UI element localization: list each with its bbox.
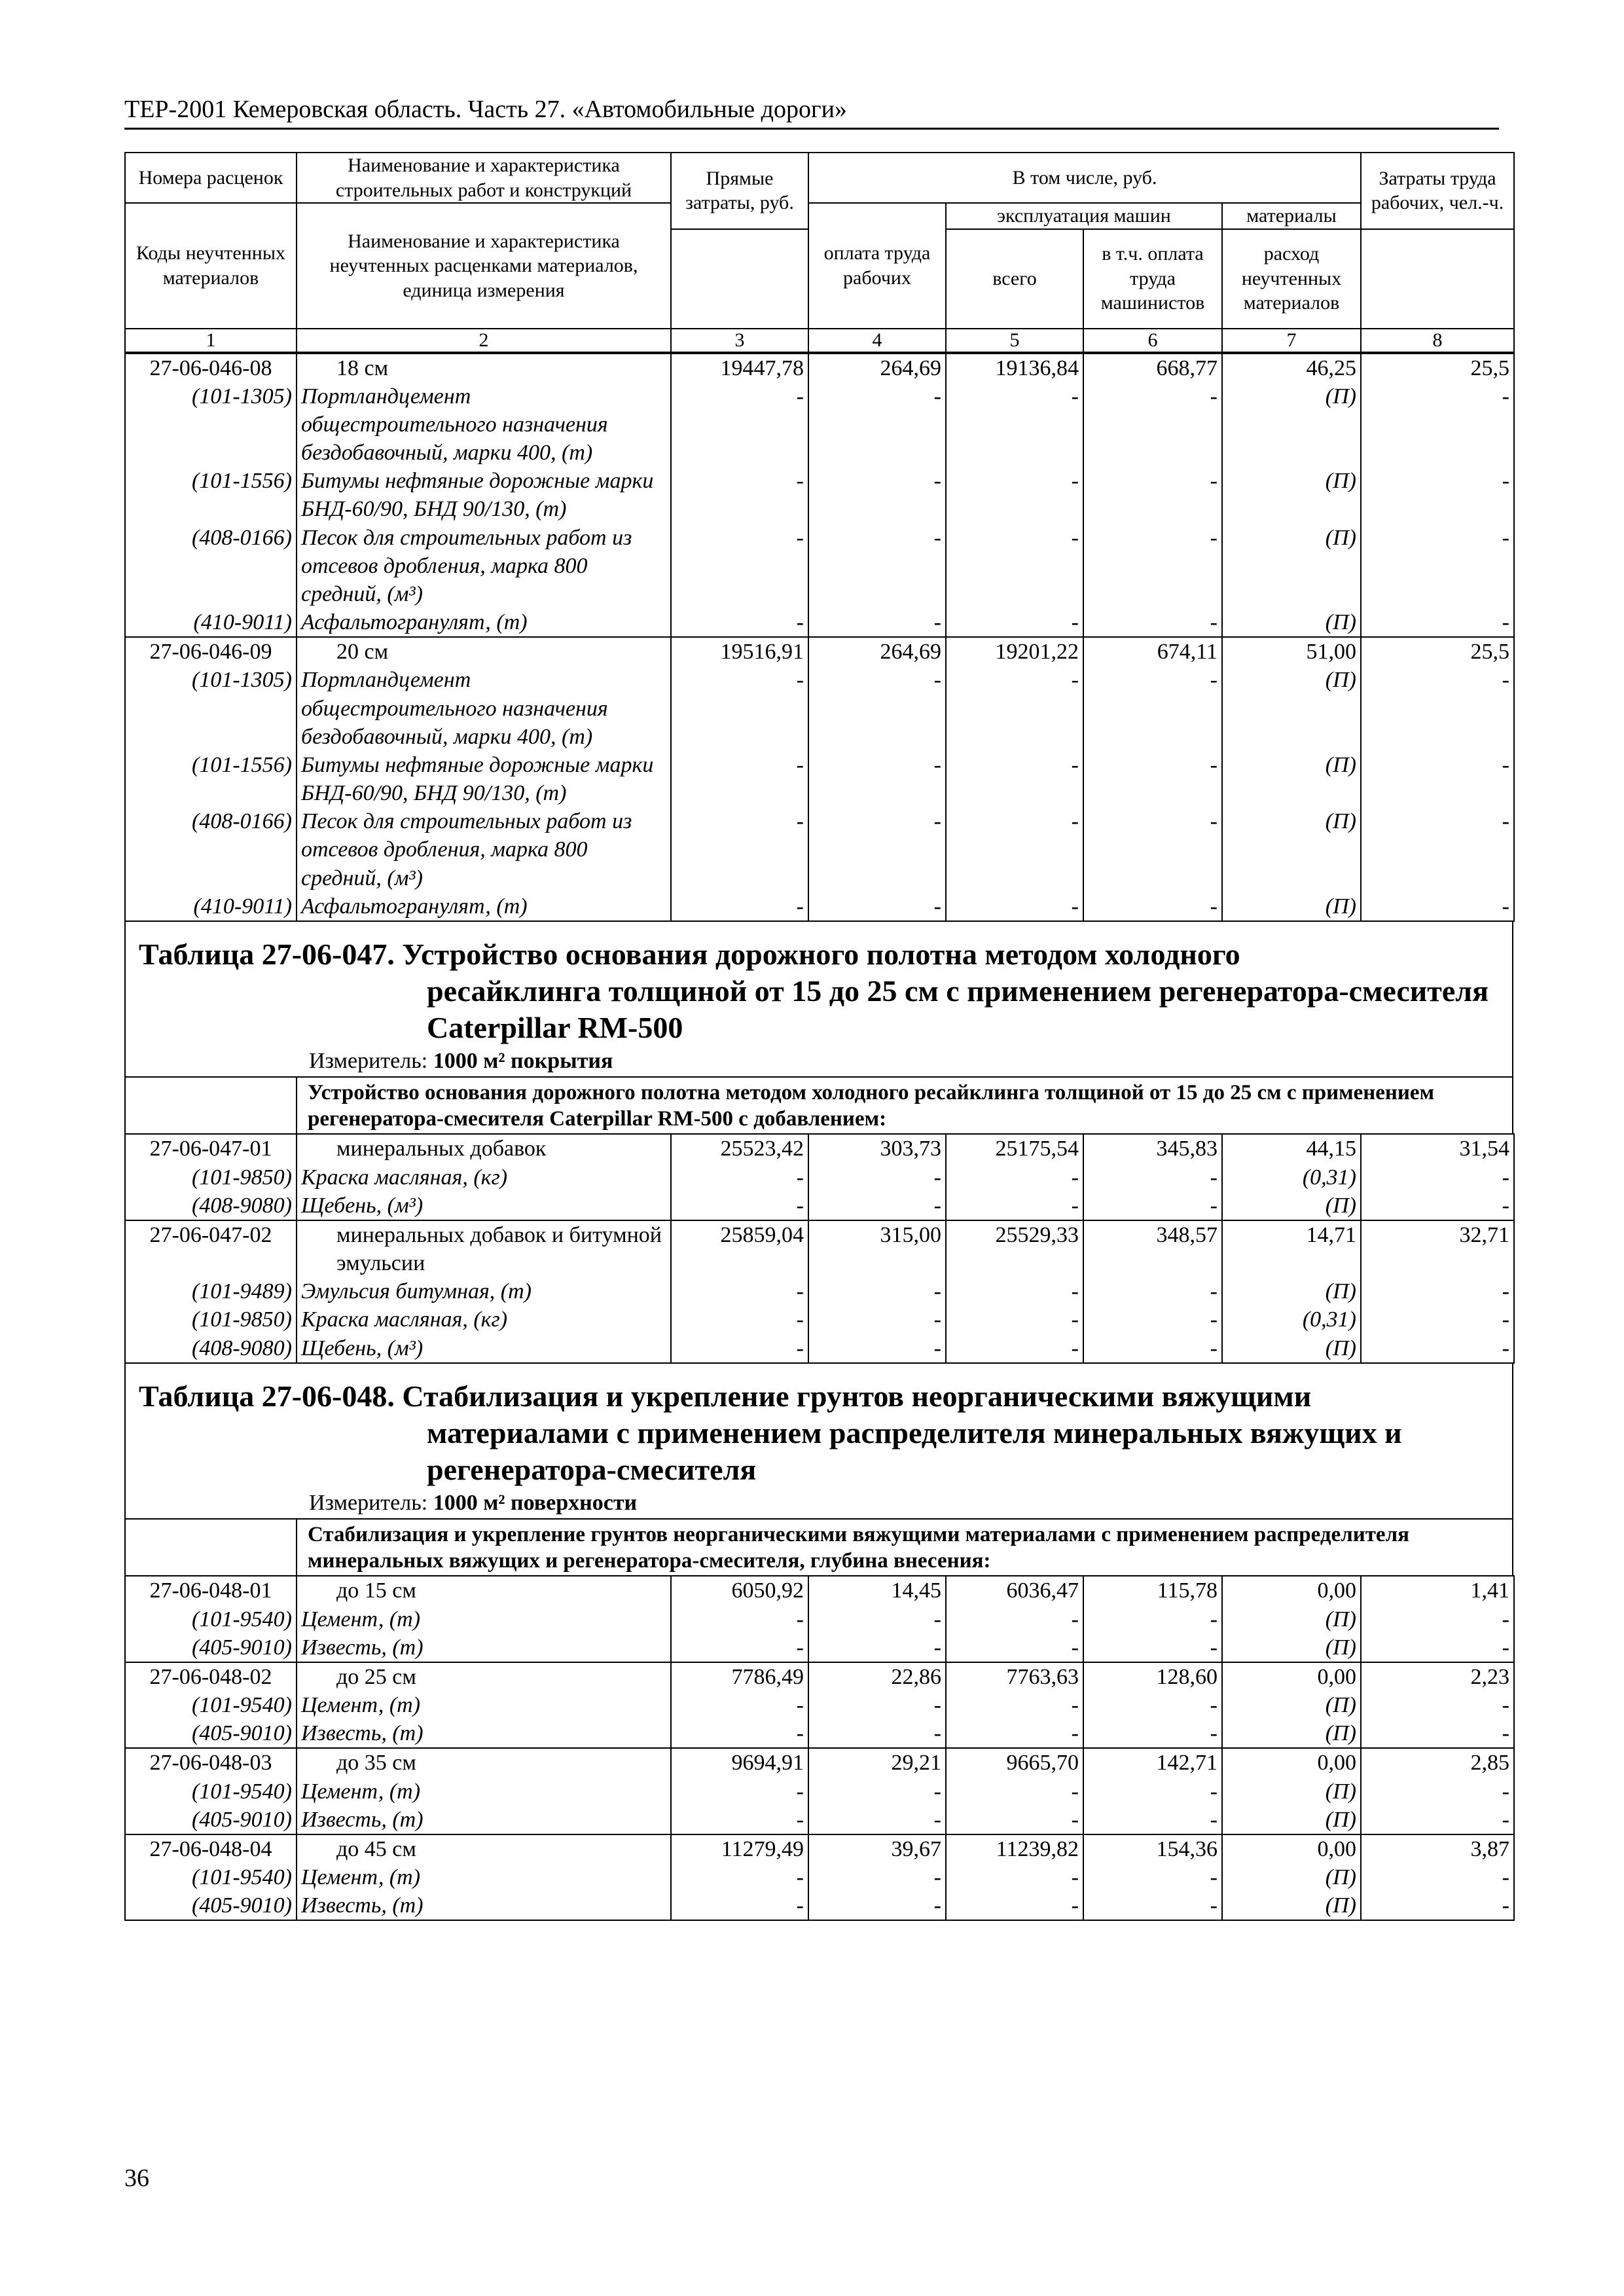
material-dash: - — [671, 467, 808, 523]
material-dash: - — [1361, 1334, 1514, 1363]
material-dash: - — [1083, 1277, 1222, 1305]
rates-block-048 — [124, 1575, 1515, 1921]
material-dash: - — [671, 1777, 808, 1806]
material-name: Портландцемент общестроительного назначения бездобавочный, марки 400, (т) — [297, 666, 671, 751]
material-dash: - — [1361, 1633, 1514, 1662]
material-dash: - — [1361, 1163, 1514, 1192]
rate-value-c8: 31,54 — [1361, 1134, 1514, 1163]
rate-value-c4: 29,21 — [808, 1748, 946, 1777]
material-dash: - — [808, 1163, 946, 1192]
rate-name: минеральных добавок и битумной эмульсии — [297, 1220, 671, 1277]
rate-value-c5: 11239,82 — [946, 1834, 1083, 1863]
material-dash: - — [671, 1719, 808, 1748]
material-dash: - — [946, 892, 1083, 921]
material-consumption: (П) — [1222, 467, 1361, 523]
material-dash: - — [808, 1277, 946, 1305]
material-dash: - — [946, 751, 1083, 807]
material-consumption: (П) — [1222, 524, 1361, 609]
material-name: Цемент, (т) — [297, 1691, 671, 1719]
material-code: (101-9540) — [125, 1863, 297, 1891]
material-row — [125, 1777, 1514, 1806]
material-dash: - — [808, 1691, 946, 1719]
header-machinist-pay: в т.ч. оплата труда машинистов — [1083, 229, 1222, 329]
header-unaccounted-materials: расход неучтенных материалов — [1222, 229, 1361, 329]
material-dash: - — [1083, 1719, 1222, 1748]
rate-value-c7: 0,00 — [1222, 1576, 1361, 1605]
material-code: (101-9850) — [125, 1163, 297, 1192]
material-dash: - — [808, 892, 946, 921]
rate-value-c5: 9665,70 — [946, 1748, 1083, 1777]
rate-value-c4: 303,73 — [808, 1134, 946, 1163]
table-048-title: Таблица 27-06-048. Стабилизация и укрепление грунтов неорганическими вяжущими материалами с применением распределителя минеральных вяжущих и регенератора-смесителя — [139, 1379, 1402, 1487]
material-dash: - — [808, 666, 946, 751]
rate-name: до 45 см — [297, 1834, 671, 1863]
material-name: Краска масляная, (кг) — [297, 1163, 671, 1192]
material-row — [125, 382, 1514, 467]
material-name: Цемент, (т) — [297, 1605, 671, 1633]
material-row — [125, 1863, 1514, 1891]
material-dash: - — [1083, 1691, 1222, 1719]
material-name: Известь, (т) — [297, 1891, 671, 1920]
table-row — [125, 1134, 1514, 1163]
header-direct-costs: Прямые затраты, руб. — [671, 153, 808, 229]
material-consumption: (П) — [1222, 1334, 1361, 1363]
rate-value-c5: 19136,84 — [946, 354, 1083, 382]
material-dash: - — [808, 608, 946, 637]
material-consumption: (П) — [1222, 1719, 1361, 1748]
material-dash: - — [671, 1163, 808, 1192]
column-index-row: 1 2 3 4 5 6 7 8 — [125, 329, 1514, 352]
material-dash: - — [946, 382, 1083, 467]
material-name: Известь, (т) — [297, 1719, 671, 1748]
material-dash: - — [946, 524, 1083, 609]
material-consumption: (П) — [1222, 1605, 1361, 1633]
material-dash: - — [808, 467, 946, 523]
rate-value-c7: 51,00 — [1222, 637, 1361, 666]
material-code: (405-9010) — [125, 1719, 297, 1748]
material-dash: - — [808, 382, 946, 467]
rate-name: до 35 см — [297, 1748, 671, 1777]
material-dash: - — [1361, 382, 1514, 467]
material-dash: - — [808, 1305, 946, 1334]
material-name: Щебень, (м³) — [297, 1334, 671, 1363]
material-dash: - — [671, 1691, 808, 1719]
material-dash: - — [1083, 382, 1222, 467]
material-name: Цемент, (т) — [297, 1863, 671, 1891]
material-code: (405-9010) — [125, 1806, 297, 1834]
page-header: ТЕР-2001 Кемеровская область. Часть 27. «Автомобильные дороги» — [124, 95, 1499, 130]
rate-name: 18 см — [297, 354, 671, 382]
material-consumption: (П) — [1222, 608, 1361, 637]
material-row — [125, 1891, 1514, 1920]
rate-value-c3: 7786,49 — [671, 1662, 808, 1691]
material-name: Битумы нефтяные дорожные марки БНД-60/90, БНД 90/130, (т) — [297, 751, 671, 807]
material-dash: - — [1083, 666, 1222, 751]
material-dash: - — [946, 1719, 1083, 1748]
material-dash: - — [671, 666, 808, 751]
rate-code: 27-06-047-01 — [125, 1134, 297, 1163]
material-dash: - — [671, 1891, 808, 1920]
rate-value-c5: 19201,22 — [946, 637, 1083, 666]
material-dash: - — [946, 807, 1083, 892]
material-dash: - — [1083, 1334, 1222, 1363]
header-materials: материалы — [1222, 203, 1361, 229]
material-consumption: (П) — [1222, 1691, 1361, 1719]
material-row — [125, 807, 1514, 892]
table-047-subheader: Устройство основания дорожного полотна методом холодного ресайклинга толщиной от 15 до 25 см с применением регенератора-смесителя Caterpillar RM-500 с добавлением: — [308, 1081, 1435, 1131]
material-dash: - — [1083, 1192, 1222, 1220]
material-dash: - — [1083, 892, 1222, 921]
material-code: (405-9010) — [125, 1633, 297, 1662]
material-dash: - — [1361, 1192, 1514, 1220]
table-row — [125, 1220, 1514, 1277]
material-code: (101-9540) — [125, 1777, 297, 1806]
material-dash: - — [1361, 1719, 1514, 1748]
column-header-table — [124, 152, 1515, 353]
rate-name: 20 см — [297, 637, 671, 666]
table-row — [125, 1662, 1514, 1691]
material-dash: - — [946, 1891, 1083, 1920]
material-consumption: (П) — [1222, 1863, 1361, 1891]
rate-value-c4: 264,69 — [808, 637, 946, 666]
rate-value-c3: 9694,91 — [671, 1748, 808, 1777]
material-dash: - — [946, 467, 1083, 523]
material-dash: - — [1083, 524, 1222, 609]
material-name: Песок для строительных работ из отсевов дробления, марка 800 средний, (м³) — [297, 524, 671, 609]
material-dash: - — [1361, 892, 1514, 921]
material-name: Песок для строительных работ из отсевов дробления, марка 800 средний, (м³) — [297, 807, 671, 892]
rate-value-c6: 668,77 — [1083, 354, 1222, 382]
material-dash: - — [1083, 1863, 1222, 1891]
material-code: (408-0166) — [125, 807, 297, 892]
rate-value-c3: 6050,92 — [671, 1576, 808, 1605]
material-dash: - — [1083, 1777, 1222, 1806]
rate-value-c4: 264,69 — [808, 354, 946, 382]
material-dash: - — [671, 1863, 808, 1891]
material-name: Асфальтогранулят, (т) — [297, 608, 671, 637]
material-dash: - — [1083, 1633, 1222, 1662]
rate-code: 27-06-048-04 — [125, 1834, 297, 1863]
material-dash: - — [946, 1277, 1083, 1305]
material-dash: - — [671, 1277, 808, 1305]
material-dash: - — [808, 1633, 946, 1662]
rate-value-c8: 3,87 — [1361, 1834, 1514, 1863]
material-dash: - — [671, 524, 808, 609]
material-dash: - — [946, 1633, 1083, 1662]
material-code: (101-9489) — [125, 1277, 297, 1305]
material-dash: - — [808, 1863, 946, 1891]
material-dash: - — [1083, 1891, 1222, 1920]
rate-value-c7: 46,25 — [1222, 354, 1361, 382]
material-dash: - — [946, 1192, 1083, 1220]
material-dash: - — [946, 1777, 1083, 1806]
rate-code: 27-06-046-09 — [125, 637, 297, 666]
material-row — [125, 892, 1514, 921]
material-code: (101-1305) — [125, 666, 297, 751]
rate-value-c8: 25,5 — [1361, 354, 1514, 382]
rate-value-c7: 14,71 — [1222, 1220, 1361, 1277]
material-row — [125, 1691, 1514, 1719]
header-material-codes: Коды неучтенных материалов — [125, 203, 297, 329]
price-table-frame — [124, 152, 1513, 1921]
rate-value-c3: 19447,78 — [671, 354, 808, 382]
material-consumption: (П) — [1222, 1633, 1361, 1662]
table-047-section — [124, 922, 1513, 1134]
material-dash: - — [671, 807, 808, 892]
rate-value-c7: 0,00 — [1222, 1662, 1361, 1691]
material-dash: - — [1361, 1777, 1514, 1806]
material-dash: - — [1083, 608, 1222, 637]
material-dash: - — [1361, 666, 1514, 751]
header-work-name: Наименование и характеристика строительных работ и конструкций — [297, 153, 671, 203]
page-number: 36 — [124, 2164, 149, 2192]
header-material-name: Наименование и характеристика неучтенных расценками материалов, единица измерения — [297, 203, 671, 329]
header-machine-operation: эксплуатация машин — [946, 203, 1222, 229]
material-consumption: (П) — [1222, 382, 1361, 467]
table-row — [125, 1576, 1514, 1605]
rate-value-c7: 44,15 — [1222, 1134, 1361, 1163]
rate-code: 27-06-048-01 — [125, 1576, 297, 1605]
table-048-subheader: Стабилизация и укрепление грунтов неорганическими вяжущими материалами с применением распределителя минеральных вяжущих и регенератора-смесителя, глубина внесения: — [308, 1523, 1409, 1573]
material-dash: - — [808, 1777, 946, 1806]
table-048-measure: Измеритель: 1000 м² поверхности — [309, 1491, 638, 1516]
material-name: Цемент, (т) — [297, 1777, 671, 1806]
material-dash: - — [671, 751, 808, 807]
rate-value-c5: 25529,33 — [946, 1220, 1083, 1277]
material-dash: - — [1361, 524, 1514, 609]
material-consumption: (П) — [1222, 751, 1361, 807]
material-dash: - — [808, 807, 946, 892]
material-row — [125, 1163, 1514, 1192]
material-dash: - — [671, 1192, 808, 1220]
rate-value-c4: 315,00 — [808, 1220, 946, 1277]
rate-value-c5: 25175,54 — [946, 1134, 1083, 1163]
material-consumption: (П) — [1222, 1891, 1361, 1920]
material-dash: - — [671, 382, 808, 467]
material-dash: - — [671, 1334, 808, 1363]
material-dash: - — [946, 1691, 1083, 1719]
material-name: Асфальтогранулят, (т) — [297, 892, 671, 921]
rate-name: до 15 см — [297, 1576, 671, 1605]
rate-value-c4: 22,86 — [808, 1662, 946, 1691]
rate-value-c6: 128,60 — [1083, 1662, 1222, 1691]
material-dash: - — [808, 1719, 946, 1748]
table-047-title: Таблица 27-06-047. Устройство основания дорожного полотна методом холодного ресайклинга толщиной от 15 до 25 см с применением регенератора-смесителя Caterpillar RM-500 — [139, 937, 1489, 1045]
material-name: Щебень, (м³) — [297, 1192, 671, 1220]
rate-value-c4: 14,45 — [808, 1576, 946, 1605]
material-dash: - — [671, 1806, 808, 1834]
material-code: (408-0166) — [125, 524, 297, 609]
header-labor-hours: Затраты труда рабочих, чел.-ч. — [1361, 153, 1514, 229]
material-code: (408-9080) — [125, 1334, 297, 1363]
material-dash: - — [946, 1305, 1083, 1334]
material-name: Известь, (т) — [297, 1806, 671, 1834]
material-dash: - — [808, 1334, 946, 1363]
rates-block-046 — [124, 353, 1515, 922]
table-row — [125, 637, 1514, 666]
material-dash: - — [1361, 751, 1514, 807]
material-row — [125, 1192, 1514, 1220]
material-dash: - — [946, 1806, 1083, 1834]
rate-value-c6: 115,78 — [1083, 1576, 1222, 1605]
material-dash: - — [1361, 1605, 1514, 1633]
material-name: Битумы нефтяные дорожные марки БНД-60/90, БНД 90/130, (т) — [297, 467, 671, 523]
material-consumption: (П) — [1222, 1277, 1361, 1305]
material-code: (101-9540) — [125, 1605, 297, 1633]
rate-code: 27-06-046-08 — [125, 354, 297, 382]
material-row — [125, 1633, 1514, 1662]
material-dash: - — [808, 751, 946, 807]
header-including: В том числе, руб. — [808, 153, 1361, 203]
material-row — [125, 1605, 1514, 1633]
material-dash: - — [1083, 1305, 1222, 1334]
rate-value-c3: 19516,91 — [671, 637, 808, 666]
material-consumption: (П) — [1222, 1806, 1361, 1834]
material-dash: - — [671, 1633, 808, 1662]
material-dash: - — [1361, 1691, 1514, 1719]
material-dash: - — [1361, 807, 1514, 892]
material-dash: - — [1083, 807, 1222, 892]
rate-value-c5: 6036,47 — [946, 1576, 1083, 1605]
material-dash: - — [671, 892, 808, 921]
material-dash: - — [946, 608, 1083, 637]
material-dash: - — [1083, 467, 1222, 523]
material-dash: - — [1083, 1163, 1222, 1192]
material-dash: - — [671, 608, 808, 637]
material-row — [125, 751, 1514, 807]
material-row — [125, 524, 1514, 609]
material-code: (101-1556) — [125, 467, 297, 523]
header-worker-pay: оплата труда рабочих — [808, 203, 946, 329]
material-dash: - — [1083, 1806, 1222, 1834]
material-consumption: (П) — [1222, 807, 1361, 892]
material-row — [125, 1334, 1514, 1363]
material-row — [125, 1719, 1514, 1748]
rate-value-c3: 25523,42 — [671, 1134, 808, 1163]
material-row — [125, 1277, 1514, 1305]
material-consumption: (П) — [1222, 666, 1361, 751]
rate-code: 27-06-048-02 — [125, 1662, 297, 1691]
material-row — [125, 1305, 1514, 1334]
material-dash: - — [1083, 1605, 1222, 1633]
rate-value-c8: 25,5 — [1361, 637, 1514, 666]
material-code: (408-9080) — [125, 1192, 297, 1220]
rate-value-c6: 154,36 — [1083, 1834, 1222, 1863]
material-dash: - — [1361, 1891, 1514, 1920]
material-code: (410-9011) — [125, 608, 297, 637]
material-dash: - — [808, 1891, 946, 1920]
material-row — [125, 1806, 1514, 1834]
material-consumption: (П) — [1222, 892, 1361, 921]
material-code: (101-1556) — [125, 751, 297, 807]
rate-value-c6: 142,71 — [1083, 1748, 1222, 1777]
rate-value-c8: 2,85 — [1361, 1748, 1514, 1777]
material-dash: - — [671, 1605, 808, 1633]
material-dash: - — [1361, 1806, 1514, 1834]
material-row — [125, 666, 1514, 751]
material-consumption: (П) — [1222, 1777, 1361, 1806]
material-dash: - — [946, 1334, 1083, 1363]
rate-code: 27-06-048-03 — [125, 1748, 297, 1777]
material-name: Известь, (т) — [297, 1633, 671, 1662]
rate-value-c3: 11279,49 — [671, 1834, 808, 1863]
rate-value-c7: 0,00 — [1222, 1748, 1361, 1777]
material-dash: - — [946, 1605, 1083, 1633]
material-dash: - — [946, 1863, 1083, 1891]
rate-value-c8: 1,41 — [1361, 1576, 1514, 1605]
material-dash: - — [1361, 608, 1514, 637]
material-code: (101-1305) — [125, 382, 297, 467]
material-dash: - — [1361, 1277, 1514, 1305]
material-dash: - — [808, 1605, 946, 1633]
rates-block-047 — [124, 1133, 1515, 1363]
material-dash: - — [671, 1305, 808, 1334]
rate-value-c5: 7763,63 — [946, 1662, 1083, 1691]
table-048-section — [124, 1364, 1513, 1576]
table-row — [125, 1834, 1514, 1863]
material-dash: - — [808, 524, 946, 609]
material-dash: - — [1361, 467, 1514, 523]
table-047-measure: Измеритель: 1000 м² покрытия — [309, 1049, 613, 1074]
rate-value-c8: 32,71 — [1361, 1220, 1514, 1277]
material-dash: - — [1361, 1863, 1514, 1891]
rate-name: минеральных добавок — [297, 1134, 671, 1163]
rate-value-c6: 674,11 — [1083, 637, 1222, 666]
header-rate-numbers: Номера расценок — [125, 153, 297, 203]
material-code: (405-9010) — [125, 1891, 297, 1920]
rate-value-c6: 345,83 — [1083, 1134, 1222, 1163]
header-machine-total: всего — [946, 229, 1083, 329]
material-dash: - — [1361, 1305, 1514, 1334]
material-consumption: (0,31) — [1222, 1163, 1361, 1192]
material-name: Эмульсия битумная, (т) — [297, 1277, 671, 1305]
material-dash: - — [808, 1806, 946, 1834]
rate-value-c6: 348,57 — [1083, 1220, 1222, 1277]
rate-code: 27-06-047-02 — [125, 1220, 297, 1277]
rate-name: до 25 см — [297, 1662, 671, 1691]
material-name: Портландцемент общестроительного назначения бездобавочный, марки 400, (т) — [297, 382, 671, 467]
material-consumption: (П) — [1222, 1192, 1361, 1220]
material-consumption: (0,31) — [1222, 1305, 1361, 1334]
material-row — [125, 467, 1514, 523]
material-dash: - — [808, 1192, 946, 1220]
table-row — [125, 354, 1514, 382]
material-dash: - — [946, 1163, 1083, 1192]
rate-value-c3: 25859,04 — [671, 1220, 808, 1277]
table-row — [125, 1748, 1514, 1777]
material-dash: - — [946, 666, 1083, 751]
material-code: (101-9540) — [125, 1691, 297, 1719]
material-name: Краска масляная, (кг) — [297, 1305, 671, 1334]
material-dash: - — [1083, 751, 1222, 807]
rate-value-c7: 0,00 — [1222, 1834, 1361, 1863]
rate-value-c4: 39,67 — [808, 1834, 946, 1863]
material-row — [125, 608, 1514, 637]
material-code: (410-9011) — [125, 892, 297, 921]
rate-value-c8: 2,23 — [1361, 1662, 1514, 1691]
material-code: (101-9850) — [125, 1305, 297, 1334]
